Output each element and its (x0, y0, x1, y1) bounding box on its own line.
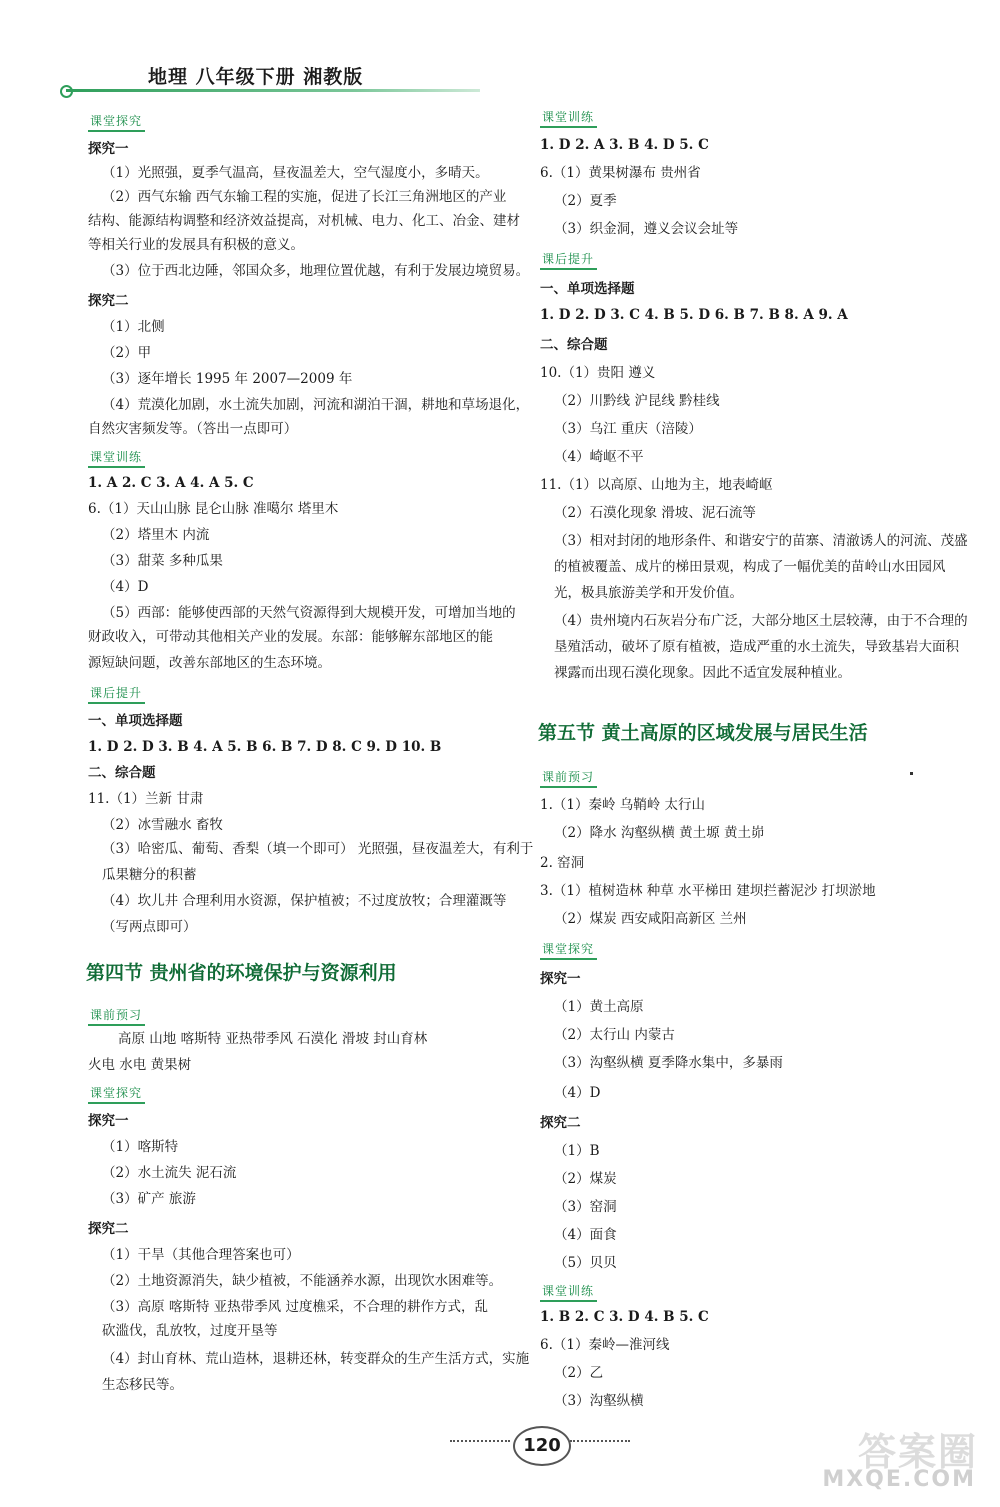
section-tag: 课前预习 (540, 768, 597, 788)
answer-line: 的植被覆盖、成片的梯田景观，构成了一幅优美的苗岭山水田园风 (554, 559, 946, 575)
answer-line: （1）黄土高原 (554, 999, 644, 1015)
stray-dot (910, 772, 913, 775)
answer-line: （2）甲 (102, 345, 152, 361)
answer-line: 瓜果糖分的积蓄 (102, 867, 197, 883)
answer-heading: 1. A 2. C 3. A 4. A 5. C (88, 475, 254, 491)
answer-line: （2）降水 沟壑纵横 黄土塬 黄土峁 (554, 825, 765, 841)
section-heading: 第五节 黄土高原的区域发展与居民生活 (538, 722, 868, 744)
answer-line: （4）封山育林、荒山造林，退耕还林，转变群众的生产生活方式，实施 (102, 1351, 530, 1367)
section-tag: 课前预习 (88, 1006, 145, 1026)
answer-line: （3）位于西北边陲，邻国众多，地理位置优越，有利于发展边境贸易。 (102, 263, 530, 279)
answer-line: 光，极具旅游美学和开发价值。 (554, 585, 743, 601)
answer-heading: 1. D 2. A 3. B 4. D 5. C (540, 137, 709, 153)
answer-line: （2）塔里木 内流 (102, 527, 210, 543)
answer-line: （2）煤炭 西安咸阳高新区 兰州 (554, 911, 747, 927)
answer-line: （3）沟壑纵横 (554, 1393, 644, 1409)
answer-line: （3）逐年增长 1995 年 2007—2009 年 (102, 371, 353, 387)
answer-line: 6.（1）黄果树瀑布 贵州省 (540, 165, 701, 181)
answer-line: 6.（1）天山山脉 昆仑山脉 准噶尔 塔里木 (88, 501, 339, 517)
answer-line: 生态移民等。 (102, 1377, 183, 1393)
answer-line: （1）北侧 (102, 319, 165, 335)
answer-line: （2）水土流失 泥石流 (102, 1165, 237, 1181)
answer-line: 高原 山地 喀斯特 亚热带季风 石漠化 滑坡 封山育林 (118, 1031, 428, 1047)
section-tag: 课堂训练 (88, 448, 145, 468)
answer-line: （1）B (554, 1143, 600, 1159)
answer-line: （4）坎儿井 合理利用水资源，保护植被；不过度放牧；合理灌溉等 (102, 893, 507, 909)
answer-line: （2）西气东输 西气东输工程的实施，促进了长江三角洲地区的产业 (102, 189, 507, 205)
answer-line: （2）土地资源消失，缺少植被，不能涵养水源，出现饮水困难等。 (102, 1273, 503, 1289)
answer-line: （2）乙 (554, 1365, 604, 1381)
answer-line: 10.（1）贵阳 遵义 (540, 365, 656, 381)
answer-line: （2）石漠化现象 滑坡、泥石流等 (554, 505, 756, 521)
answer-heading: 探究一 (540, 971, 581, 987)
answer-heading: 探究二 (88, 293, 129, 309)
answer-line: 3.（1）植树造林 种草 水平梯田 建坝拦蓄泥沙 打坝淤地 (540, 883, 876, 899)
answer-line: （3）高原 喀斯特 亚热带季风 过度樵采，不合理的耕作方式，乱 (102, 1299, 488, 1315)
answer-line: （4）荒漠化加剧，水土流失加剧，河流和湖泊干涸，耕地和草场退化， (102, 397, 530, 413)
answer-heading: 1. D 2. D 3. C 4. B 5. D 6. B 7. B 8. A 9. A (540, 307, 848, 323)
answer-line: （3）矿产 旅游 (102, 1191, 196, 1207)
answer-line: 裸露而出现石漠化现象。因此不适宜发展种植业。 (554, 665, 851, 681)
answer-line: （2）冰雪融水 畜牧 (102, 817, 223, 833)
section-tag: 课后提升 (540, 250, 597, 270)
answer-line: （3）甜菜 多种瓜果 (102, 553, 223, 569)
answer-line: （2）煤炭 (554, 1171, 617, 1187)
answer-line: （3）沟壑纵横 夏季降水集中，多暴雨 (554, 1055, 783, 1071)
answer-heading: 一、单项选择题 (540, 281, 635, 297)
answer-heading: 一、单项选择题 (88, 713, 183, 729)
answer-line: 11.（1）以高原、山地为主，地表崎岖 (540, 477, 773, 493)
header-rule (66, 89, 480, 92)
book-title: 地理 八年级下册 湘教版 (148, 66, 364, 88)
watermark-logo (822, 1421, 978, 1495)
answer-line: 财政收入，可带动其他相关产业的发展。东部：能够解东部地区的能 (88, 629, 493, 645)
footer-dots-right (570, 1440, 630, 1442)
answer-line: 垦殖活动，破坏了原有植被，造成严重的水土流失，导致基岩大面积 (554, 639, 959, 655)
answer-line: 11.（1）兰新 甘肃 (88, 791, 204, 807)
answer-heading: 探究二 (88, 1221, 129, 1237)
answer-heading: 1. D 2. D 3. B 4. A 5. B 6. B 7. D 8. C 9. D 10. B (88, 739, 442, 755)
answer-heading: 二、综合题 (540, 337, 608, 353)
answer-line: 等相关行业的发展具有积极的意义。 (88, 237, 304, 253)
answer-line: （5）西部：能够使西部的天然气资源得到大规模开发，可增加当地的 (102, 605, 516, 621)
answer-line: 自然灾害频发等。（答出一点即可） (88, 421, 298, 437)
section-heading: 第四节 贵州省的环境保护与资源利用 (86, 962, 397, 984)
page-number: 120 (513, 1426, 571, 1466)
answer-line: （2）太行山 内蒙古 (554, 1027, 675, 1043)
answer-line: （3）乌江 重庆（涪陵） (554, 421, 702, 437)
answer-line: 2. 窑洞 (540, 855, 585, 871)
answer-heading: 探究二 (540, 1115, 581, 1131)
answer-line: （3）相对封闭的地形条件、和谐安宁的苗寨、清澈诱人的河流、茂盛 (554, 533, 968, 549)
answer-line: （2）夏季 (554, 193, 617, 209)
answer-line: （4）D (102, 579, 149, 595)
section-tag: 课堂探究 (540, 940, 597, 960)
answer-line: （3）织金洞，遵义会议会址等 (554, 221, 739, 237)
section-tag: 课后提升 (88, 684, 145, 704)
answer-line: （1）干旱（其他合理答案也可） (102, 1247, 300, 1263)
answer-line: 源短缺问题，改善东部地区的生态环境。 (88, 655, 331, 671)
answer-line: （1）喀斯特 (102, 1139, 179, 1155)
section-tag: 课堂训练 (540, 1282, 597, 1302)
answer-line: 火电 水电 黄果树 (88, 1057, 192, 1073)
page-footer (450, 1422, 630, 1466)
section-tag: 课堂探究 (88, 112, 145, 132)
footer-dots-left (450, 1440, 510, 1442)
answer-line: （3）窑洞 (554, 1199, 617, 1215)
answer-line: （写两点即可） (102, 919, 197, 935)
section-tag: 课堂训练 (540, 108, 597, 128)
page-header (60, 60, 480, 100)
answer-line: 1.（1）秦岭 乌鞘岭 太行山 (540, 797, 706, 813)
watermark-url: MXQE.COM (822, 1467, 976, 1492)
answer-line: （4）D (554, 1085, 601, 1101)
answer-line: （4）崎岖不平 (554, 449, 644, 465)
answer-line: （4）面食 (554, 1227, 617, 1243)
answer-line: （4）贵州境内石灰岩分布广泛，大部分地区土层较薄，由于不合理的 (554, 613, 968, 629)
answer-line: （3）哈密瓜、葡萄、香梨（填一个即可） 光照强，昼夜温差大，有利于 (102, 841, 534, 857)
section-tag: 课堂探究 (88, 1084, 145, 1104)
answer-heading: 二、综合题 (88, 765, 156, 781)
answer-line: （5）贝贝 (554, 1255, 617, 1271)
answer-line: （2）川黔线 沪昆线 黔桂线 (554, 393, 720, 409)
answer-line: （1）光照强，夏季气温高，昼夜温差大，空气湿度小，多晴天。 (102, 165, 489, 181)
answer-heading: 1. B 2. C 3. D 4. B 5. C (540, 1309, 709, 1325)
answer-line: 6.（1）秦岭—淮河线 (540, 1337, 670, 1353)
answer-heading: 探究一 (88, 1113, 129, 1129)
watermark-text: 答案圈 (857, 1430, 978, 1474)
answer-heading: 探究一 (88, 141, 129, 157)
answer-line: 结构、能源结构调整和经济效益提高，对机械、电力、化工、冶金、建材 (88, 213, 520, 229)
answer-line: 砍滥伐，乱放牧，过度开垦等 (102, 1323, 278, 1339)
